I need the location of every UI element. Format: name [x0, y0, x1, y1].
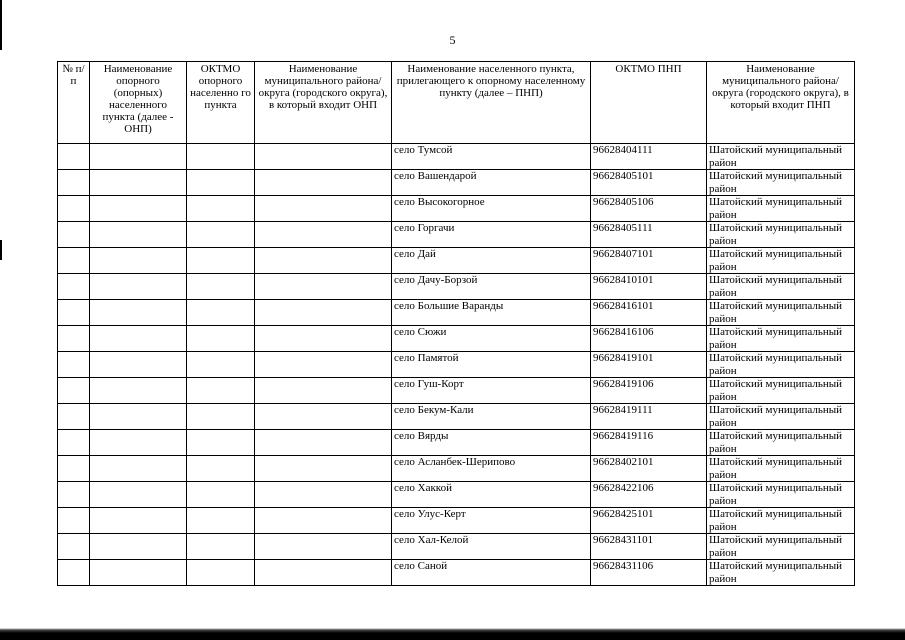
cell-pnp-district: Шатойский муниципальный район [707, 560, 855, 586]
cell-pnp-name: село Дачу-Борзой [392, 274, 591, 300]
cell-onp-oktmo [187, 196, 255, 222]
cell-pnp-name: село Горгачи [392, 222, 591, 248]
cell-onp-district [255, 430, 392, 456]
cell-onp-name [90, 300, 187, 326]
cell-onp-district [255, 482, 392, 508]
cell-pnp-name: село Асланбек-Шерипово [392, 456, 591, 482]
cell-pnp-name: село Хал-Келой [392, 534, 591, 560]
cell-pnp-district: Шатойский муниципальный район [707, 196, 855, 222]
cell-onp-name [90, 326, 187, 352]
cell-pnp-oktmo: 96628407101 [591, 248, 707, 274]
table-row [58, 196, 855, 222]
cell-pnp-district: Шатойский муниципальный район [707, 404, 855, 430]
header-pnp-district: Наименование муниципального района/округа (городского округа), в который входит ПНП [707, 62, 855, 144]
cell-number [58, 248, 90, 274]
header-pnp-name: Наименование населенного пункта, прилегающего к опорному населенному пункту (далее – ПНП) [392, 62, 591, 144]
cell-onp-oktmo [187, 248, 255, 274]
cell-onp-name [90, 378, 187, 404]
cell-onp-name [90, 560, 187, 586]
cell-onp-name [90, 170, 187, 196]
cell-onp-name [90, 274, 187, 300]
cell-number [58, 534, 90, 560]
cell-onp-oktmo [187, 534, 255, 560]
cell-number [58, 404, 90, 430]
cell-pnp-district: Шатойский муниципальный район [707, 534, 855, 560]
table-row [58, 404, 855, 430]
cell-pnp-name: село Памятой [392, 352, 591, 378]
cell-pnp-district: Шатойский муниципальный район [707, 222, 855, 248]
cell-number [58, 144, 90, 170]
cell-pnp-district: Шатойский муниципальный район [707, 274, 855, 300]
cell-onp-oktmo [187, 404, 255, 430]
cell-onp-district [255, 456, 392, 482]
header-number: № п/п [58, 62, 90, 144]
cell-pnp-district: Шатойский муниципальный район [707, 170, 855, 196]
cell-onp-name [90, 222, 187, 248]
header-onp-district: Наименование муниципального района/округа (городского округа), в который входит ОНП [255, 62, 392, 144]
cell-onp-oktmo [187, 482, 255, 508]
cell-onp-oktmo [187, 456, 255, 482]
cell-pnp-oktmo: 96628422106 [591, 482, 707, 508]
table-row [58, 456, 855, 482]
cell-onp-oktmo [187, 144, 255, 170]
table-row [58, 274, 855, 300]
cell-pnp-name: село Саной [392, 560, 591, 586]
cell-pnp-name: село Сюжи [392, 326, 591, 352]
cell-pnp-oktmo: 96628431101 [591, 534, 707, 560]
cell-onp-district [255, 534, 392, 560]
cell-pnp-name: село Хаккой [392, 482, 591, 508]
cell-pnp-oktmo: 96628419101 [591, 352, 707, 378]
cell-pnp-oktmo: 96628419111 [591, 404, 707, 430]
cell-onp-district [255, 248, 392, 274]
cell-onp-oktmo [187, 300, 255, 326]
table-row [58, 352, 855, 378]
cell-onp-district [255, 144, 392, 170]
cell-number [58, 170, 90, 196]
cell-pnp-district: Шатойский муниципальный район [707, 482, 855, 508]
cell-number [58, 352, 90, 378]
table-row [58, 534, 855, 560]
header-onp-oktmo: ОКТМО опорного населенно го пункта [187, 62, 255, 144]
cell-onp-district [255, 300, 392, 326]
cell-onp-name [90, 534, 187, 560]
cell-onp-name [90, 196, 187, 222]
cell-onp-name [90, 248, 187, 274]
cell-pnp-name: село Большие Варанды [392, 300, 591, 326]
cell-pnp-name: село Бекум-Кали [392, 404, 591, 430]
cell-pnp-oktmo: 96628402101 [591, 456, 707, 482]
cell-pnp-name: село Гуш-Корт [392, 378, 591, 404]
header-pnp-oktmo: ОКТМО ПНП [591, 62, 707, 144]
cell-pnp-oktmo: 96628431106 [591, 560, 707, 586]
cell-onp-oktmo [187, 170, 255, 196]
cell-number [58, 196, 90, 222]
cell-pnp-oktmo: 96628405101 [591, 170, 707, 196]
cell-onp-oktmo [187, 352, 255, 378]
cell-pnp-district: Шатойский муниципальный район [707, 248, 855, 274]
table-row [58, 508, 855, 534]
cell-number [58, 482, 90, 508]
cell-onp-name [90, 508, 187, 534]
cell-number [58, 508, 90, 534]
table-row [58, 248, 855, 274]
cell-onp-district [255, 274, 392, 300]
cell-onp-oktmo [187, 508, 255, 534]
table-row [58, 144, 855, 170]
cell-onp-district [255, 196, 392, 222]
cell-pnp-name: село Улус-Керт [392, 508, 591, 534]
table-row [58, 222, 855, 248]
cell-number [58, 274, 90, 300]
cell-number [58, 300, 90, 326]
cell-pnp-name: село Тумсой [392, 144, 591, 170]
cell-pnp-district: Шатойский муниципальный район [707, 430, 855, 456]
scan-bottom-edge [0, 628, 905, 640]
table-row [58, 430, 855, 456]
cell-onp-name [90, 456, 187, 482]
cell-pnp-district: Шатойский муниципальный район [707, 352, 855, 378]
cell-pnp-name: село Вярды [392, 430, 591, 456]
cell-pnp-oktmo: 96628416101 [591, 300, 707, 326]
cell-onp-oktmo [187, 378, 255, 404]
cell-onp-oktmo [187, 560, 255, 586]
cell-pnp-district: Шатойский муниципальный район [707, 300, 855, 326]
table-row [58, 378, 855, 404]
table-row [58, 326, 855, 352]
table-body [58, 144, 855, 586]
cell-pnp-name: село Вашендарой [392, 170, 591, 196]
cell-pnp-oktmo: 96628405111 [591, 222, 707, 248]
table-row [58, 482, 855, 508]
cell-onp-district [255, 404, 392, 430]
cell-onp-district [255, 378, 392, 404]
cell-number [58, 560, 90, 586]
cell-onp-district [255, 560, 392, 586]
page-number: 5 [449, 33, 456, 47]
table-header-row [58, 62, 855, 144]
cell-pnp-district: Шатойский муниципальный район [707, 456, 855, 482]
cell-onp-name [90, 144, 187, 170]
cell-pnp-oktmo: 96628419116 [591, 430, 707, 456]
cell-number [58, 222, 90, 248]
cell-onp-name [90, 404, 187, 430]
cell-pnp-name: село Дай [392, 248, 591, 274]
cell-pnp-oktmo: 96628419106 [591, 378, 707, 404]
cell-number [58, 456, 90, 482]
cell-number [58, 378, 90, 404]
cell-pnp-oktmo: 96628404111 [591, 144, 707, 170]
table-row [58, 170, 855, 196]
cell-onp-district [255, 508, 392, 534]
cell-pnp-district: Шатойский муниципальный район [707, 378, 855, 404]
cell-pnp-district: Шатойский муниципальный район [707, 326, 855, 352]
settlements-table [57, 61, 855, 586]
cell-number [58, 430, 90, 456]
cell-onp-oktmo [187, 222, 255, 248]
cell-onp-name [90, 430, 187, 456]
cell-pnp-name: село Высокогорное [392, 196, 591, 222]
cell-pnp-district: Шатойский муниципальный район [707, 508, 855, 534]
header-onp-name: Наименование опорного (опорных) населенного пункта (далее - ОНП) [90, 62, 187, 144]
cell-pnp-oktmo: 96628405106 [591, 196, 707, 222]
cell-number [58, 326, 90, 352]
table-row [58, 300, 855, 326]
cell-pnp-oktmo: 96628416106 [591, 326, 707, 352]
cell-onp-name [90, 482, 187, 508]
cell-onp-district [255, 326, 392, 352]
cell-onp-district [255, 222, 392, 248]
cell-pnp-oktmo: 96628410101 [591, 274, 707, 300]
cell-pnp-district: Шатойский муниципальный район [707, 144, 855, 170]
cell-onp-name [90, 352, 187, 378]
table-row [58, 560, 855, 586]
cell-onp-oktmo [187, 326, 255, 352]
scan-edge-mark-mid [0, 240, 2, 260]
cell-onp-oktmo [187, 274, 255, 300]
cell-onp-district [255, 352, 392, 378]
cell-onp-district [255, 170, 392, 196]
cell-pnp-oktmo: 96628425101 [591, 508, 707, 534]
cell-onp-oktmo [187, 430, 255, 456]
